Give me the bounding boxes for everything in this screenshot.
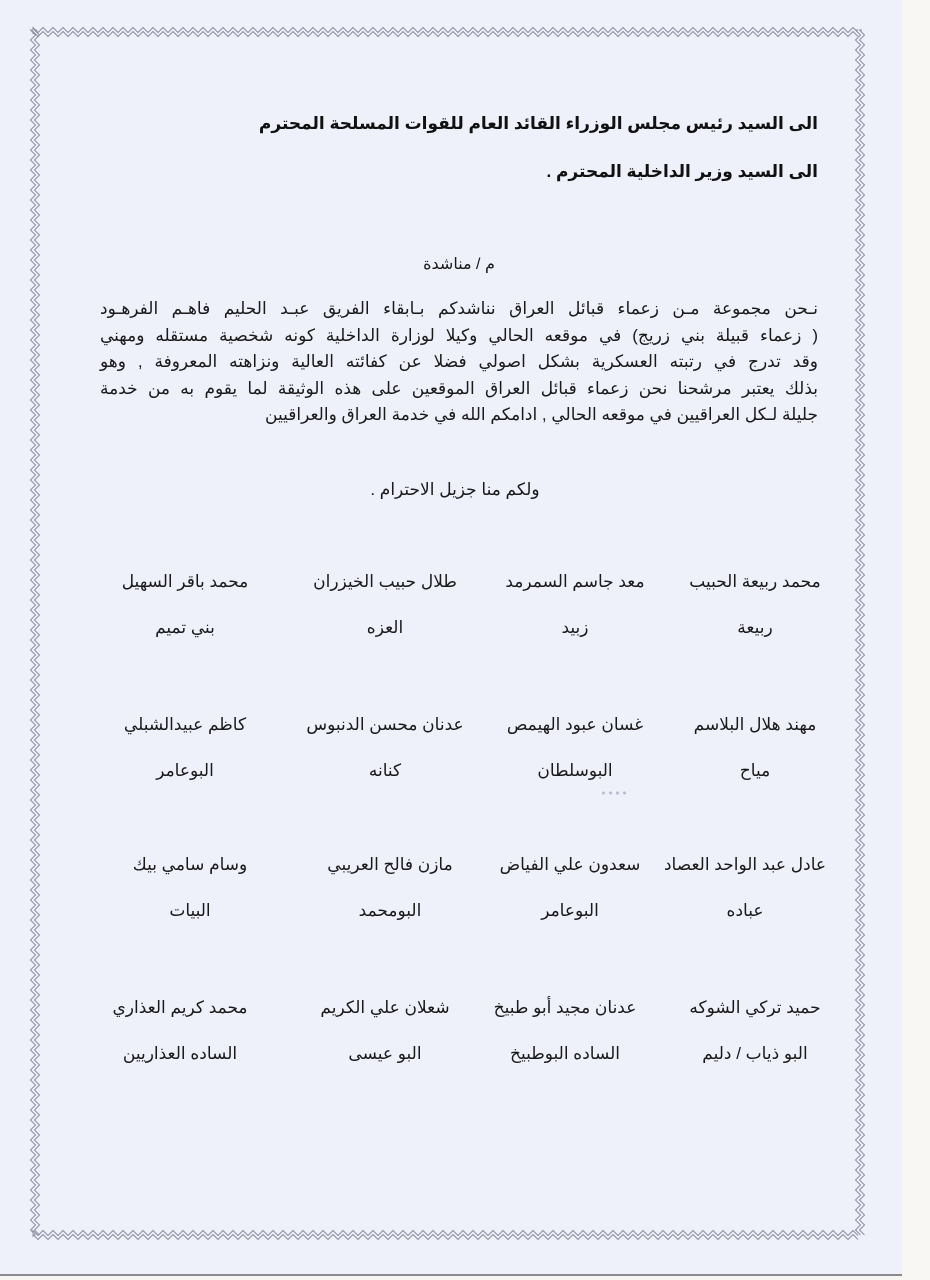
- signatory-row: [100, 572, 820, 662]
- signatory-name: محمد ربيعة الحبيب: [689, 572, 821, 591]
- signatory: [110, 715, 260, 781]
- body-line: وقد تدرج في رتبته العسكرية بشكل اصولي فضلا عن كفائته العالية ونزاهته المعروفة , وهو: [100, 352, 818, 371]
- recipient-line-2: الى السيد وزير الداخلية المحترم .: [546, 162, 818, 181]
- signatory-tribe: البو ذياب / دليم: [702, 1044, 808, 1063]
- recipient-line-1: الى السيد رئيس مجلس الوزراء القائد العام للقوات المسلحة المحترم: [258, 114, 818, 133]
- signatory-tribe: ربيعة: [737, 618, 773, 637]
- signatory-name: محمد باقر السهيل: [121, 572, 249, 591]
- letter-body: [100, 296, 818, 429]
- signatory-tribe: كنانه: [368, 761, 402, 780]
- body-line: جليلة لـكل العراقيين في موقعه الحالي , ادامكم الله في خدمة العراق والعراقيين: [265, 405, 818, 424]
- signatory-tribe: البوسلطان: [537, 761, 613, 780]
- signatory-tribe: العزه: [366, 618, 404, 637]
- signatory-name: شعلان علي الكريم: [320, 998, 450, 1017]
- signatory-name: سعدون علي الفياض: [499, 855, 641, 874]
- body-line: نـحن مجموعة مـن زعماء قبائل العراق نناشدكم بـابقاء الفريق عبـد الحليم فاهـم الفرهـود: [100, 299, 818, 318]
- signatory-name: كاظم عبيدالشبلي: [123, 715, 247, 734]
- signatory: [500, 715, 650, 781]
- signatory: [110, 572, 260, 638]
- signatory: [680, 715, 830, 781]
- signatory-tribe: البوعامر: [541, 901, 599, 920]
- border-zigzag-line: [33, 1231, 858, 1236]
- signatory-tribe: الساده العذاريين: [122, 1044, 238, 1063]
- signatory-tribe: بني تميم: [155, 618, 215, 637]
- signatory-name: طلال حبيب الخيزران: [313, 572, 457, 591]
- signatory-name: عدنان محسن الدنبوس: [306, 715, 464, 734]
- body-line: بذلك يعتبر مرشحنا نحن زعماء قبائل العراق الموقعين على هذه الوثيقة لما يقوم به من خدمة: [100, 378, 818, 398]
- signatory-row: [100, 855, 827, 945]
- signatory-name: غسان عبود الهيمص: [506, 715, 644, 734]
- border-zigzag-line: [33, 28, 858, 33]
- signatory-tribe: البو عيسى: [348, 1044, 422, 1063]
- signatory: [105, 998, 255, 1064]
- signatory-name: مازن فالح العريبي: [327, 855, 453, 874]
- subject-line: م / مناشدة: [423, 256, 495, 273]
- signatory-tribe: عباده: [726, 901, 764, 920]
- signatory-name: مهند هلال البلاسم: [693, 715, 817, 734]
- signatory: [680, 572, 830, 638]
- signatory: [300, 572, 470, 638]
- signatory: [680, 998, 830, 1064]
- scan-smudge: [600, 790, 626, 796]
- signatory: [480, 998, 650, 1064]
- signatory-tribe: البوعامر: [156, 761, 214, 780]
- body-line: ( زعماء قبيلة بني زريج) في موقعه الحالي وكيلا لوزارة الداخلية كونه شخصية مستقله ومهني: [100, 325, 818, 345]
- border-zigzag-line: [33, 32, 858, 37]
- signatory: [315, 855, 465, 921]
- signatory-name: وسام سامي بيك: [132, 855, 248, 874]
- signatory-tribe: البيات: [169, 901, 211, 920]
- border-zigzag-line: [33, 1235, 858, 1240]
- signatory-name: محمد كريم العذاري: [112, 998, 248, 1017]
- signatory: [120, 855, 260, 921]
- signatory-tribe: البومحمد: [358, 901, 422, 920]
- signatory: [495, 855, 645, 921]
- closing-line: ولكم منا جزيل الاحترام .: [370, 480, 540, 499]
- signatory-tribe: زبيد: [561, 618, 589, 637]
- signatory-tribe: مياح: [739, 761, 771, 780]
- signatory: [300, 715, 470, 781]
- signatory: [660, 855, 830, 921]
- signatory-name: عدنان مجيد أبو طبيخ: [493, 998, 637, 1017]
- signatory-row: [100, 715, 820, 805]
- signatory-tribe: الساده البوطبيخ: [509, 1044, 621, 1063]
- signatory: [310, 998, 460, 1064]
- signatory-row: [100, 998, 820, 1088]
- signatory-name: عادل عبد الواحد العصاد: [663, 855, 827, 874]
- signatory-name: حميد تركي الشوكه: [689, 998, 821, 1017]
- signatory: [500, 572, 650, 638]
- signatory-name: معد جاسم السمرمد: [505, 572, 645, 591]
- scan-margin: [902, 0, 930, 1280]
